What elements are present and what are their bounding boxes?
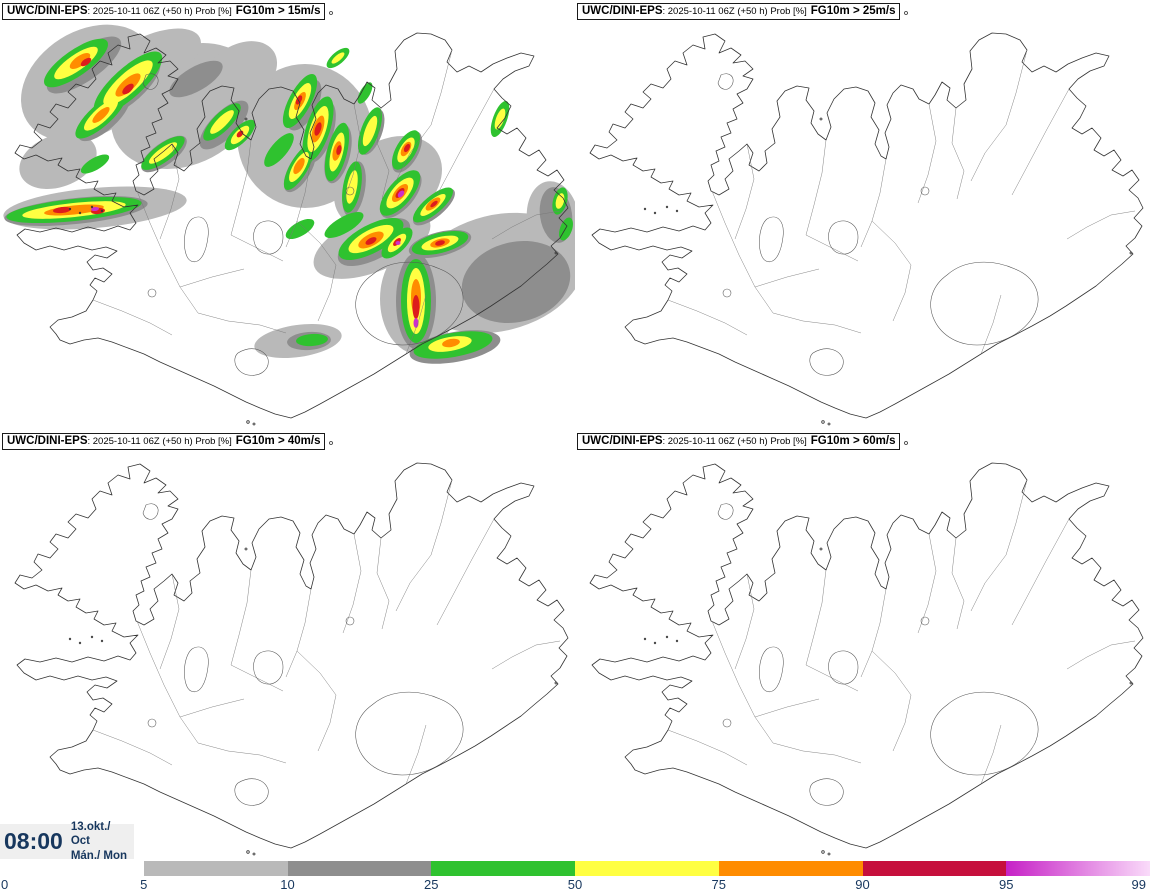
colorbar-tick: 50 xyxy=(567,877,583,892)
map-panel-fg60 xyxy=(575,431,1150,856)
threshold-label: FG10m > 40m/s xyxy=(235,435,321,447)
panel-title-fg25 xyxy=(577,3,900,20)
run-label: : 2025-10-11 06Z (+50 h) Prob [%] xyxy=(662,6,807,17)
valid-time: 08:00 xyxy=(4,828,63,854)
threshold-label: FG10m > 15m/s xyxy=(235,5,321,17)
run-label: : 2025-10-11 06Z (+50 h) Prob [%] xyxy=(87,436,232,447)
model-label: UWC/DINI-EPS xyxy=(7,5,88,17)
run-label: : 2025-10-11 06Z (+50 h) Prob [%] xyxy=(662,436,807,447)
colorbar-tick: 5 xyxy=(140,877,148,892)
probability-field-layer xyxy=(0,1,575,370)
prob-contour-red_core xyxy=(413,295,420,319)
colorbar-tick-labels xyxy=(0,877,1150,891)
colorbar-tick: 0 xyxy=(1,877,9,892)
colorbar-tick: 95 xyxy=(999,877,1014,892)
prob-contour-magenta_core xyxy=(414,318,419,328)
colorbar-segment-75 xyxy=(719,861,863,876)
model-label: UWC/DINI-EPS xyxy=(582,435,663,447)
panel-title-fg60 xyxy=(577,433,900,450)
map-panel-fg25 xyxy=(575,1,1150,426)
iceland-map xyxy=(0,431,575,856)
panel-title-fg15 xyxy=(2,3,325,20)
colorbar-segment-5 xyxy=(144,861,288,876)
model-label: UWC/DINI-EPS xyxy=(582,5,663,17)
valid-date: 13.okt./ Oct xyxy=(70,820,111,848)
colorbar-tick: 25 xyxy=(424,877,439,892)
prob-contour-magenta_core xyxy=(396,241,401,245)
panel-title-fg40 xyxy=(2,433,325,450)
colorbar-segment-50 xyxy=(575,861,719,876)
iceland-map xyxy=(0,1,575,426)
threshold-label: FG10m > 25m/s xyxy=(810,5,896,17)
valid-time-box xyxy=(0,820,134,862)
probability-colorbar xyxy=(0,861,1150,876)
model-label: UWC/DINI-EPS xyxy=(7,435,88,447)
threshold-label: FG10m > 60m/s xyxy=(810,435,896,447)
valid-day: Mán./ Mon xyxy=(70,849,128,862)
map-panel-fg40 xyxy=(0,431,575,856)
run-label: : 2025-10-11 06Z (+50 h) Prob [%] xyxy=(87,6,232,17)
prob-contour-green_25 xyxy=(283,215,318,243)
map-panel-fg15 xyxy=(0,1,575,426)
colorbar-tick: 99 xyxy=(1131,877,1146,892)
colorbar-segment-10 xyxy=(288,861,432,876)
colorbar-segment-95 xyxy=(1006,861,1150,876)
colorbar-tick: 10 xyxy=(280,877,295,892)
colorbar-segment-90 xyxy=(863,861,1007,876)
colorbar-tick: 75 xyxy=(711,877,726,892)
iceland-map xyxy=(575,1,1150,426)
colorbar-segment-25 xyxy=(431,861,575,876)
iceland-map xyxy=(575,431,1150,856)
colorbar-tick: 90 xyxy=(855,877,870,892)
